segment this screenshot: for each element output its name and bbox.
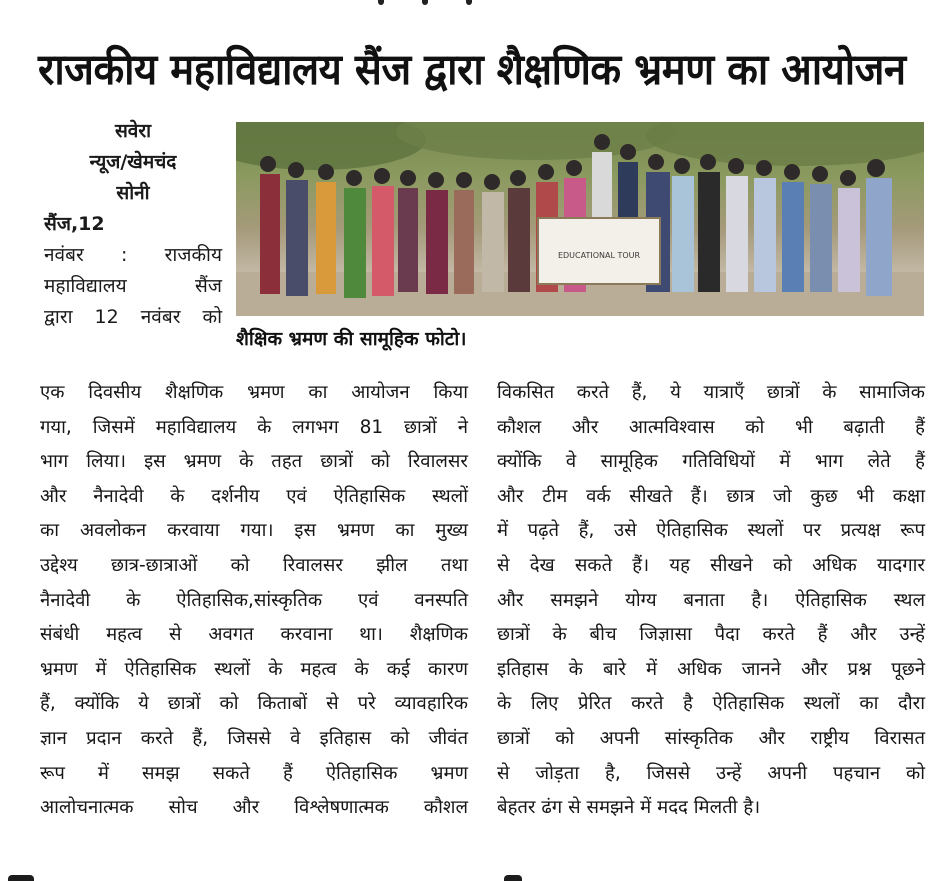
group-photo-illustration: [236, 122, 924, 316]
article-line: और टीम वर्क सीखते हैं। छात्र जो कुछ भी कक्षा: [497, 485, 925, 507]
dateline: [44, 209, 222, 240]
article-line: भाग लिया। इस भ्रमण के तहत छात्रों को रिवालसर: [40, 451, 468, 473]
article-line: बेहतर ढंग से समझने में मदद मिलती है।: [497, 797, 761, 819]
banner-text: EDUCATIONAL TOUR: [557, 251, 641, 260]
article-line: के लिए प्रेरित करते है ऐतिहासिक स्थलों का दौरा: [497, 693, 925, 715]
article-line: रूप में समझ सकते हैं ऐतिहासिक भ्रमण: [40, 762, 468, 784]
article-line: का अवलोकन करवाया गया। इस भ्रमण का मुख्य: [40, 520, 468, 542]
dateline-place: सैंज,12: [44, 213, 105, 235]
byline-agency: सवेरा: [114, 120, 152, 142]
article-line: से देख सकते हैं। यह सीखने को अधिक यादगार: [497, 554, 925, 576]
article-line: संबंधी महत्व से अवगत करवाना था। शैक्षणिक: [40, 624, 468, 646]
article-line: आलोचनात्मक सोच और विश्लेषणात्मक कौशल: [40, 797, 468, 819]
group-photo: [236, 122, 924, 316]
article-line: और नैनादेवी के दर्शनीय एवं ऐतिहासिक स्थलों: [40, 485, 468, 507]
byline-reporter-last: सोनी: [116, 182, 150, 204]
photo-caption: शैक्षिक भ्रमण की सामूहिक फोटो।: [236, 328, 467, 350]
lead-line: नवंबर : राजकीय: [44, 244, 222, 266]
headline: राजकीय महाविद्यालय सैंज द्वारा शैक्षणिक भ्रमण का आयोजन: [38, 45, 906, 95]
next-article-remnant: [0, 871, 950, 881]
article-line: भ्रमण में ऐतिहासिक स्थलों के महत्व के कई कारण: [40, 658, 468, 680]
article-line: गया, जिसमें महाविद्यालय के लगभग 81 छात्रों ने: [40, 416, 468, 438]
article-column-right: [497, 376, 925, 826]
article-line: छात्रों के बीच जिज्ञासा पैदा करते हैं और उन्हें: [497, 624, 925, 646]
lead-line: द्वारा 12 नवंबर को: [44, 306, 222, 328]
article-line: ज्ञान प्रदान करते हैं, जिससे वे इतिहास को जीवंत: [40, 727, 468, 749]
article-line: से जोड़ता है, जिससे उन्हें अपनी पहचान को: [497, 762, 925, 784]
article-column-left: [40, 376, 468, 826]
article-line: हैं, क्योंकि ये छात्रों को किताबों से परे व्यावहारिक: [40, 693, 468, 715]
article-line: में पढ़ते हैं, उसे ऐतिहासिक स्थलों पर प्रत्यक्ष रूप: [497, 520, 925, 542]
article-line: इतिहास के बारे में अधिक जानने और प्रश्न पूछने: [497, 658, 925, 680]
byline-block: [44, 116, 222, 333]
article-line: नैनादेवी के ऐतिहासिक,सांस्कृतिक एवं वनस्पति: [40, 589, 468, 611]
previous-article-remnant: [0, 0, 950, 8]
article-line: कौशल और आत्मविश्वास को भी बढ़ाती हैं: [497, 416, 925, 438]
article-line: और समझने योग्य बनाता है। ऐतिहासिक स्थल: [497, 589, 925, 611]
article-line: एक दिवसीय शैक्षणिक भ्रमण का आयोजन किया: [40, 382, 468, 403]
lead-line: महाविद्यालय सैंज: [44, 275, 222, 297]
byline-reporter: न्यूज/खेमचंद: [89, 151, 177, 173]
article-line: विकसित करते हैं, ये यात्राएँ छात्रों के सामाजिक: [497, 382, 925, 403]
article-line: उद्देश्य छात्र-छात्राओं को रिवालसर झील तथा: [40, 554, 468, 576]
article-line: क्योंकि वे सामूहिक गतिविधियों में भाग लेते हैं: [497, 451, 925, 473]
article-line: छात्रों को अपनी सांस्कृतिक और राष्ट्रीय विरासत: [497, 727, 925, 749]
